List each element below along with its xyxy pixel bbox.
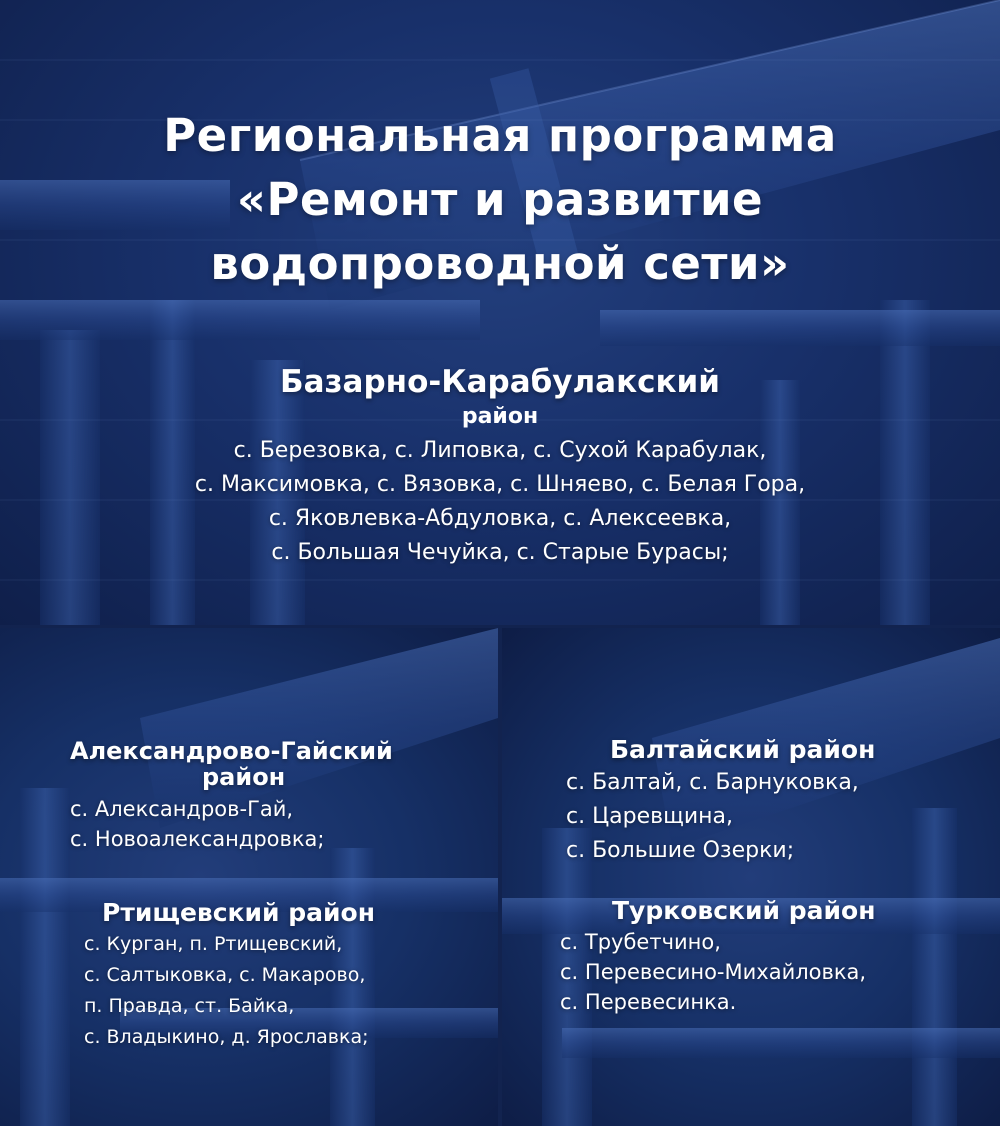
district-turkovsky [560,895,875,1017]
village-line: п. Правда, ст. Байка, [84,995,295,1017]
village-line: с. Яковлевка-Абдуловка, с. Алексеевка, [268,506,732,531]
village-list [70,794,393,854]
village-line: с. Березовка, с. Липовка, с. Сухой Карабулак, [233,438,767,463]
title-line: Региональная программа [163,109,837,162]
district-name: Турковский район [612,896,876,925]
village-line: с. Трубетчино, [560,930,721,954]
district-name-suffix: район [202,763,286,791]
village-list [84,929,375,1053]
village-line: с. Перевесинка. [560,990,737,1014]
village-line: с. Большая Чечуйка, с. Старые Бурасы; [271,540,729,565]
district-name-suffix: район [461,404,539,429]
district-name: Балтайский район [610,735,876,764]
village-list [0,434,1000,570]
district-name: Базарно-Карабулакский [280,364,720,400]
village-line: с. Курган, п. Ртищевский, [84,933,343,955]
village-line: с. Новоалександровка; [70,827,325,851]
district-name [70,738,393,790]
bottom-right-panel-background [502,628,1000,1126]
village-list [566,766,875,868]
village-line: с. Александров-Гай, [70,797,294,821]
village-line: с. Владыкино, д. Ярославка; [84,1026,369,1048]
village-line: с. Царевщина, [566,804,733,829]
title-line: «Ремонт и развитие [236,173,764,226]
village-line: с. Перевесино-Михайловка, [560,960,867,984]
district-name-main: Александрово-Гайский [70,737,393,765]
district-rtishchevsky [84,897,375,1053]
district-bazarno-karabulaksky [0,362,1000,570]
district-aleksandrovo-gaysky [70,738,393,854]
pipes-illustration [502,628,1000,1126]
title-line: водопроводной сети» [210,237,790,290]
village-line: с. Салтыковка, с. Макарово, [84,964,366,986]
district-baltaysky [566,734,875,868]
village-line: с. Большие Озерки; [566,838,795,863]
village-line: с. Балтай, с. Барнуковка, [566,770,859,795]
district-name: Ртищевский район [102,898,375,927]
village-list [560,927,875,1017]
village-line: с. Максимовка, с. Вязовка, с. Шняево, с. Белая Гора, [194,472,806,497]
page-title [0,104,1000,296]
